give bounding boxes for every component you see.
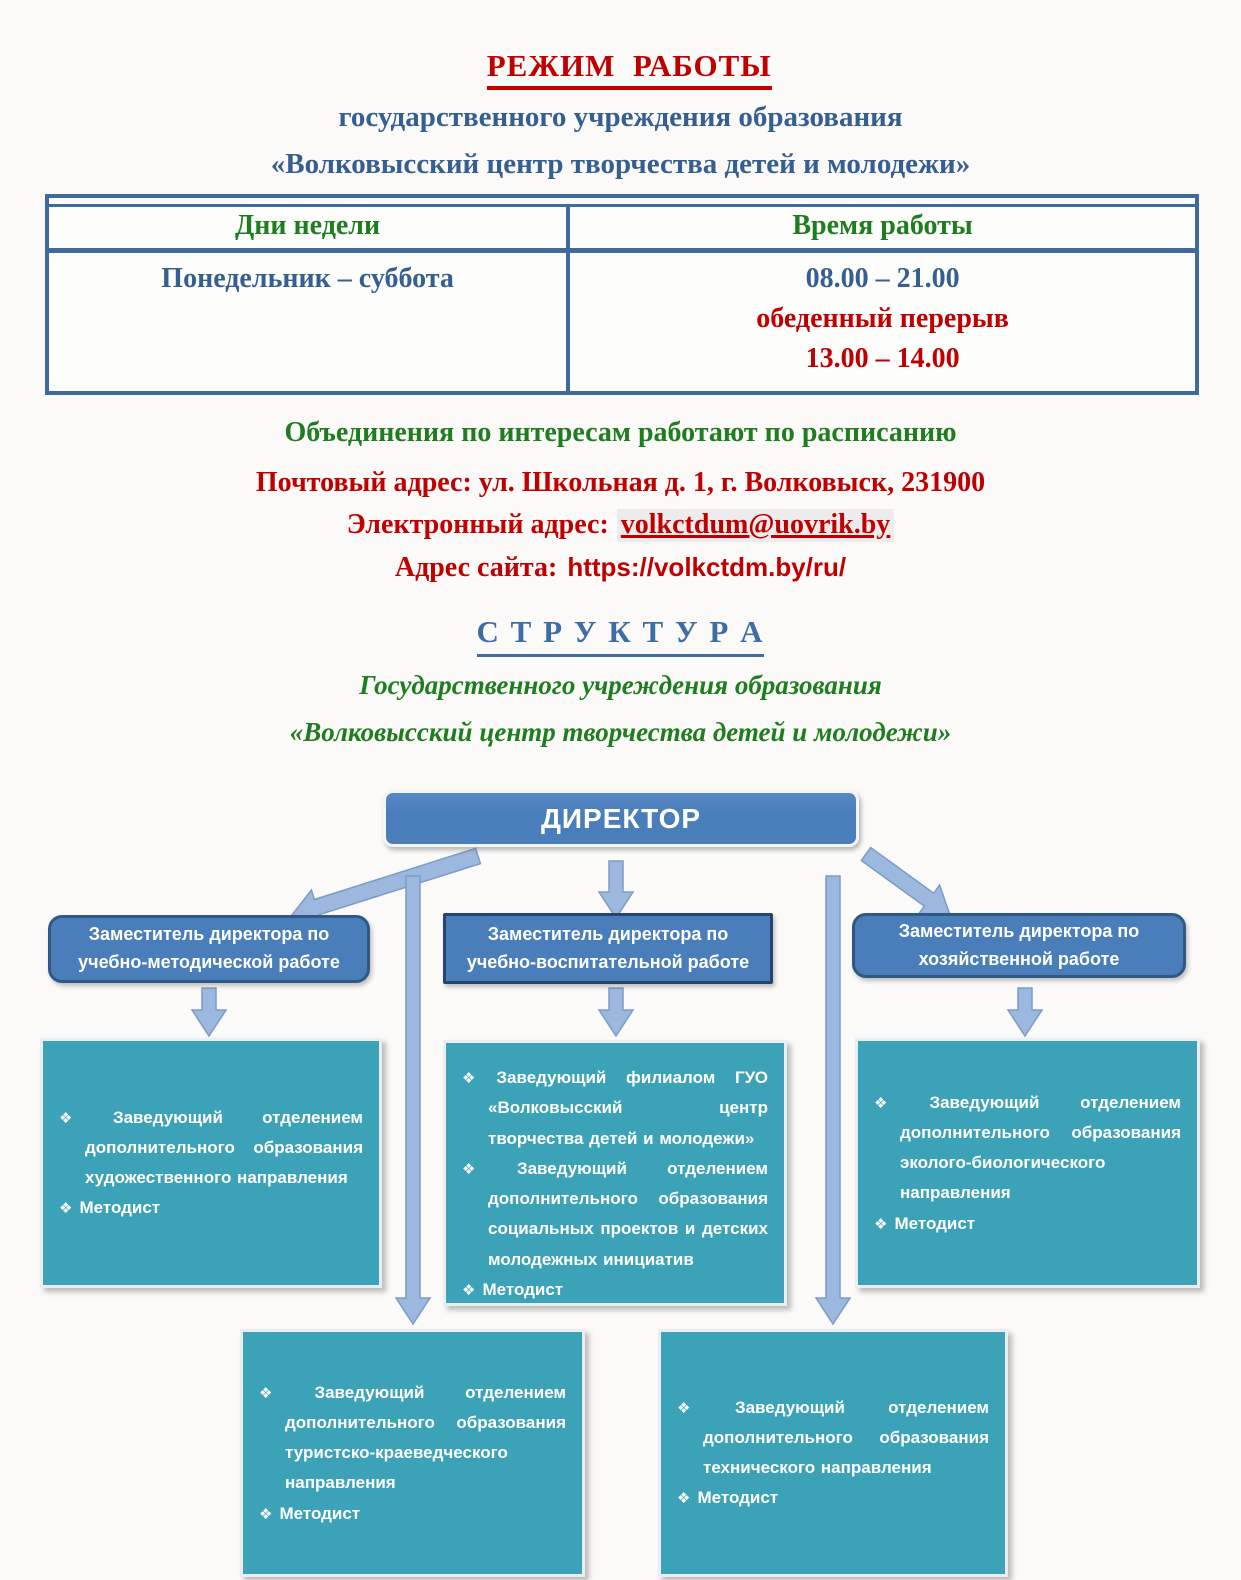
structure-org-name: «Волковысский центр творчества детей и молодежи»: [289, 716, 952, 747]
position-label: Заведующий отделением дополнительного образования художественного направления: [85, 1107, 364, 1188]
list-item: [59, 1193, 363, 1223]
position-label: Заведующий отделением дополнительного образования туристско-краеведческого направления: [285, 1382, 567, 1493]
column-header-days: Дни недели: [49, 206, 568, 251]
diamond-bullet-icon: ❖: [259, 1505, 273, 1523]
position-label: Методист: [279, 1503, 361, 1523]
position-label: Заведующий филиалом ГУО «Волковысский центр творчества детей и молодежи»: [488, 1068, 768, 1148]
position-label: Заведующий отделением дополнительного образования социальных проектов и детских молодежных инициатив: [488, 1158, 769, 1269]
director-box: ДИРЕКТОР: [383, 790, 859, 847]
org-chart: [0, 764, 1241, 1580]
table-row: [49, 251, 1195, 391]
org-name-line: «Волковысский центр творчества детей и молодежи»: [270, 148, 971, 181]
clubs-note: Объединения по интересам работают по расписанию: [284, 416, 957, 448]
list-item: [462, 1275, 768, 1305]
list-item: [874, 1209, 1181, 1239]
position-label: Методист: [697, 1488, 779, 1508]
arrow-down-long-icon: [816, 876, 850, 1324]
diamond-bullet-icon: ❖: [462, 1070, 490, 1088]
deputy-methodical-box: Заместитель директора по учебно-методической работе: [48, 915, 370, 983]
list-item: [677, 1483, 989, 1513]
arrow-down-icon: [192, 988, 226, 1036]
diamond-bullet-icon: ❖: [874, 1215, 888, 1233]
list-item: [59, 1103, 363, 1194]
site-link[interactable]: https://volkctdm.by/ru/: [567, 551, 847, 582]
page-title: РЕЖИМ РАБОТЫ: [0, 12, 1241, 90]
deputy-educational-box: Заместитель директора по учебно-воспитательной работе: [443, 913, 773, 984]
position-label: Заведующий отделением дополнительного образования эколого-биологического направления: [900, 1092, 1182, 1203]
diamond-bullet-icon: ❖: [677, 1399, 728, 1417]
position-label: Методист: [894, 1213, 976, 1233]
postal-address: Почтовый адрес: ул. Школьная д. 1, г. Волковыск, 231900: [255, 466, 986, 498]
arrow-down-right-icon: [861, 848, 950, 916]
structure-title: С Т Р У К Т У Р А: [0, 614, 1241, 657]
lunch-break-time: 13.00 – 14.00: [805, 342, 960, 374]
position-label: Методист: [79, 1198, 161, 1218]
days-cell: Понедельник – суббота: [49, 251, 568, 391]
arrow-down-icon: [599, 861, 633, 918]
lunch-break-label: обеденный перерыв: [756, 303, 1009, 335]
list-item: [677, 1393, 989, 1484]
org-type-line: государственного учреждения образования: [338, 101, 903, 133]
diamond-bullet-icon: ❖: [259, 1384, 308, 1402]
contacts-block: [0, 463, 1241, 589]
arrow-down-long-icon: [396, 876, 430, 1324]
list-item: [259, 1499, 566, 1529]
dept-art-box: [40, 1038, 382, 1288]
diamond-bullet-icon: ❖: [677, 1490, 691, 1508]
arrow-down-icon: [1008, 988, 1042, 1036]
email-label: Электронный адрес:: [346, 509, 609, 541]
list-item: [259, 1378, 566, 1499]
site-line: [0, 548, 1241, 589]
email-line: [0, 505, 1241, 546]
dept-technical-box: [658, 1329, 1008, 1577]
arrow-down-icon: [599, 988, 633, 1036]
dept-branch-social-box: [443, 1040, 787, 1306]
dept-ecology-box: [855, 1038, 1200, 1288]
structure-org-type: Государственного учреждения образования: [359, 670, 882, 701]
schedule-table: [45, 194, 1199, 394]
list-item: [462, 1154, 768, 1275]
email-link[interactable]: volkctdum@uovrik.by: [617, 509, 895, 542]
position-label: Заведующий отделением дополнительного образования технического направления: [703, 1397, 990, 1478]
deputy-economic-box: Заместитель директора по хозяйственной работе: [852, 913, 1186, 978]
diamond-bullet-icon: ❖: [59, 1109, 106, 1127]
time-cell: [568, 251, 1195, 391]
work-hours: 08.00 – 21.00: [805, 263, 960, 295]
diamond-bullet-icon: ❖: [59, 1200, 73, 1218]
site-label: Адрес сайта:: [394, 551, 558, 583]
position-label: Методист: [482, 1279, 564, 1299]
diamond-bullet-icon: ❖: [874, 1094, 923, 1112]
list-item: [462, 1063, 768, 1154]
diamond-bullet-icon: ❖: [462, 1160, 510, 1178]
column-header-time: Время работы: [568, 206, 1195, 251]
diamond-bullet-icon: ❖: [462, 1281, 476, 1299]
dept-tourism-box: [240, 1329, 585, 1577]
list-item: [874, 1088, 1181, 1209]
